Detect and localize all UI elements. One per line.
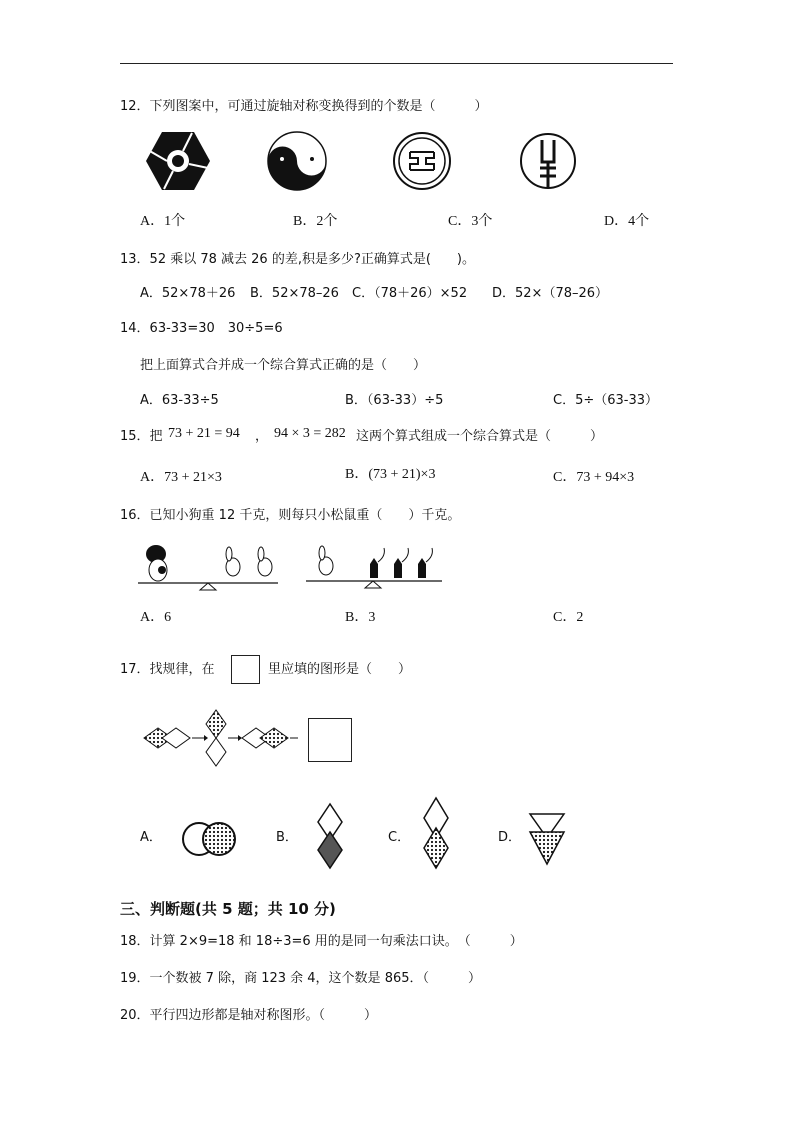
q16-option-c[interactable]: C．2	[553, 610, 584, 625]
q15-option-c[interactable]: C．73 + 94×3	[553, 470, 635, 485]
q15-equation-2: 94 × 3 = 282	[274, 426, 346, 441]
q17-stem-prefix: 17．找规律，在	[120, 662, 215, 677]
q17-stem-suffix: 里应填的图形是（ ）	[268, 662, 412, 677]
q12-option-d[interactable]: D．4个	[604, 214, 650, 229]
q12-option-c[interactable]: C．3个	[448, 214, 493, 229]
bank-logo-circle-figure	[394, 133, 450, 189]
dog-icon	[146, 545, 167, 581]
q19-stem: 19．一个数被 7 除，商 123 余 4，这个数是 865．（ ）	[120, 971, 482, 986]
balance-dog-rabbits	[138, 545, 278, 590]
q18-stem: 18．计算 2×9=18 和 18÷3=6 用的是同一句乘法口诀。 （ ）	[120, 934, 523, 949]
q12-figures	[138, 128, 698, 194]
squirrel-icon	[394, 548, 408, 578]
squirrel-icon	[418, 548, 432, 578]
q15-stem-suffix: 这两个算式组成一个综合算式是（ ）	[356, 429, 604, 444]
q17-pattern-sequence	[140, 708, 300, 768]
q14-option-a[interactable]: A．63-33÷5	[140, 393, 219, 408]
yin-yang-figure	[268, 132, 326, 190]
q12-option-a[interactable]: A．1个	[140, 214, 186, 229]
q14-stem: 14．63-33=30 30÷5=6	[120, 321, 283, 336]
q15-stem-prefix: 15．把	[120, 429, 163, 444]
q14-prompt: 把上面算式合并成一个综合算式正确的是（ ）	[140, 358, 427, 373]
q16-option-b[interactable]: B．3	[345, 610, 376, 625]
section-3-title: 三、判断题(共 5 题；共 10 分)	[120, 900, 336, 918]
q17-option-d-figure[interactable]	[526, 810, 570, 868]
squirrel-icon	[370, 548, 384, 578]
rabbit-icon	[226, 547, 240, 576]
q14-option-c[interactable]: C．5÷（63-33）	[553, 393, 659, 408]
hexagon-aperture-figure	[146, 132, 210, 190]
q17-answer-box	[308, 718, 352, 762]
q17-option-c[interactable]: C．	[388, 830, 411, 845]
q15-option-b[interactable]: B．(73 + 21)×3	[345, 467, 436, 482]
rabbit-icon	[319, 546, 333, 575]
q17-option-d[interactable]: D．	[498, 830, 522, 845]
q12-stem: 12．下列图案中，可通过旋轴对称变换得到的个数是（ ）	[120, 99, 488, 114]
q15-equation-1: 73 + 21 = 94	[168, 426, 240, 441]
q13-option-d[interactable]: D．52×（78–26）	[492, 286, 609, 301]
q15-separator: ，	[255, 429, 269, 444]
q16-option-a[interactable]: A．6	[140, 610, 172, 625]
q17-option-b[interactable]: B．	[276, 830, 298, 845]
q13-option-c[interactable]: C．（78＋26）×52	[352, 286, 468, 301]
header-rule	[120, 63, 673, 64]
q20-stem: 20．平行四边形都是轴对称图形。（ ）	[120, 1008, 378, 1023]
balance-rabbit-squirrels	[306, 546, 442, 588]
q16-balance-figures	[136, 540, 456, 594]
q13-option-b[interactable]: B．52×78–26	[250, 286, 339, 301]
bank-logo-fork-figure	[521, 134, 575, 188]
q15-option-a[interactable]: A．73 + 21×3	[140, 470, 222, 485]
q13-option-a[interactable]: A．52×78＋26	[140, 286, 236, 301]
q17-option-a-figure[interactable]	[180, 818, 240, 860]
q17-option-b-figure[interactable]	[312, 802, 352, 874]
q17-option-a[interactable]: A．	[140, 830, 162, 845]
q16-stem: 16．已知小狗重 12 千克，则每只小松鼠重（ ）千克。	[120, 508, 461, 523]
rabbit-icon	[258, 547, 272, 576]
q12-option-b[interactable]: B．2个	[293, 214, 338, 229]
q17-blank-box	[231, 655, 260, 684]
q13-stem: 13．52 乘以 78 减去 26 的差,积是多少?正确算式是( )。	[120, 252, 476, 267]
q14-option-b[interactable]: B．（63-33）÷5	[345, 393, 444, 408]
q17-option-c-figure[interactable]	[418, 796, 458, 872]
